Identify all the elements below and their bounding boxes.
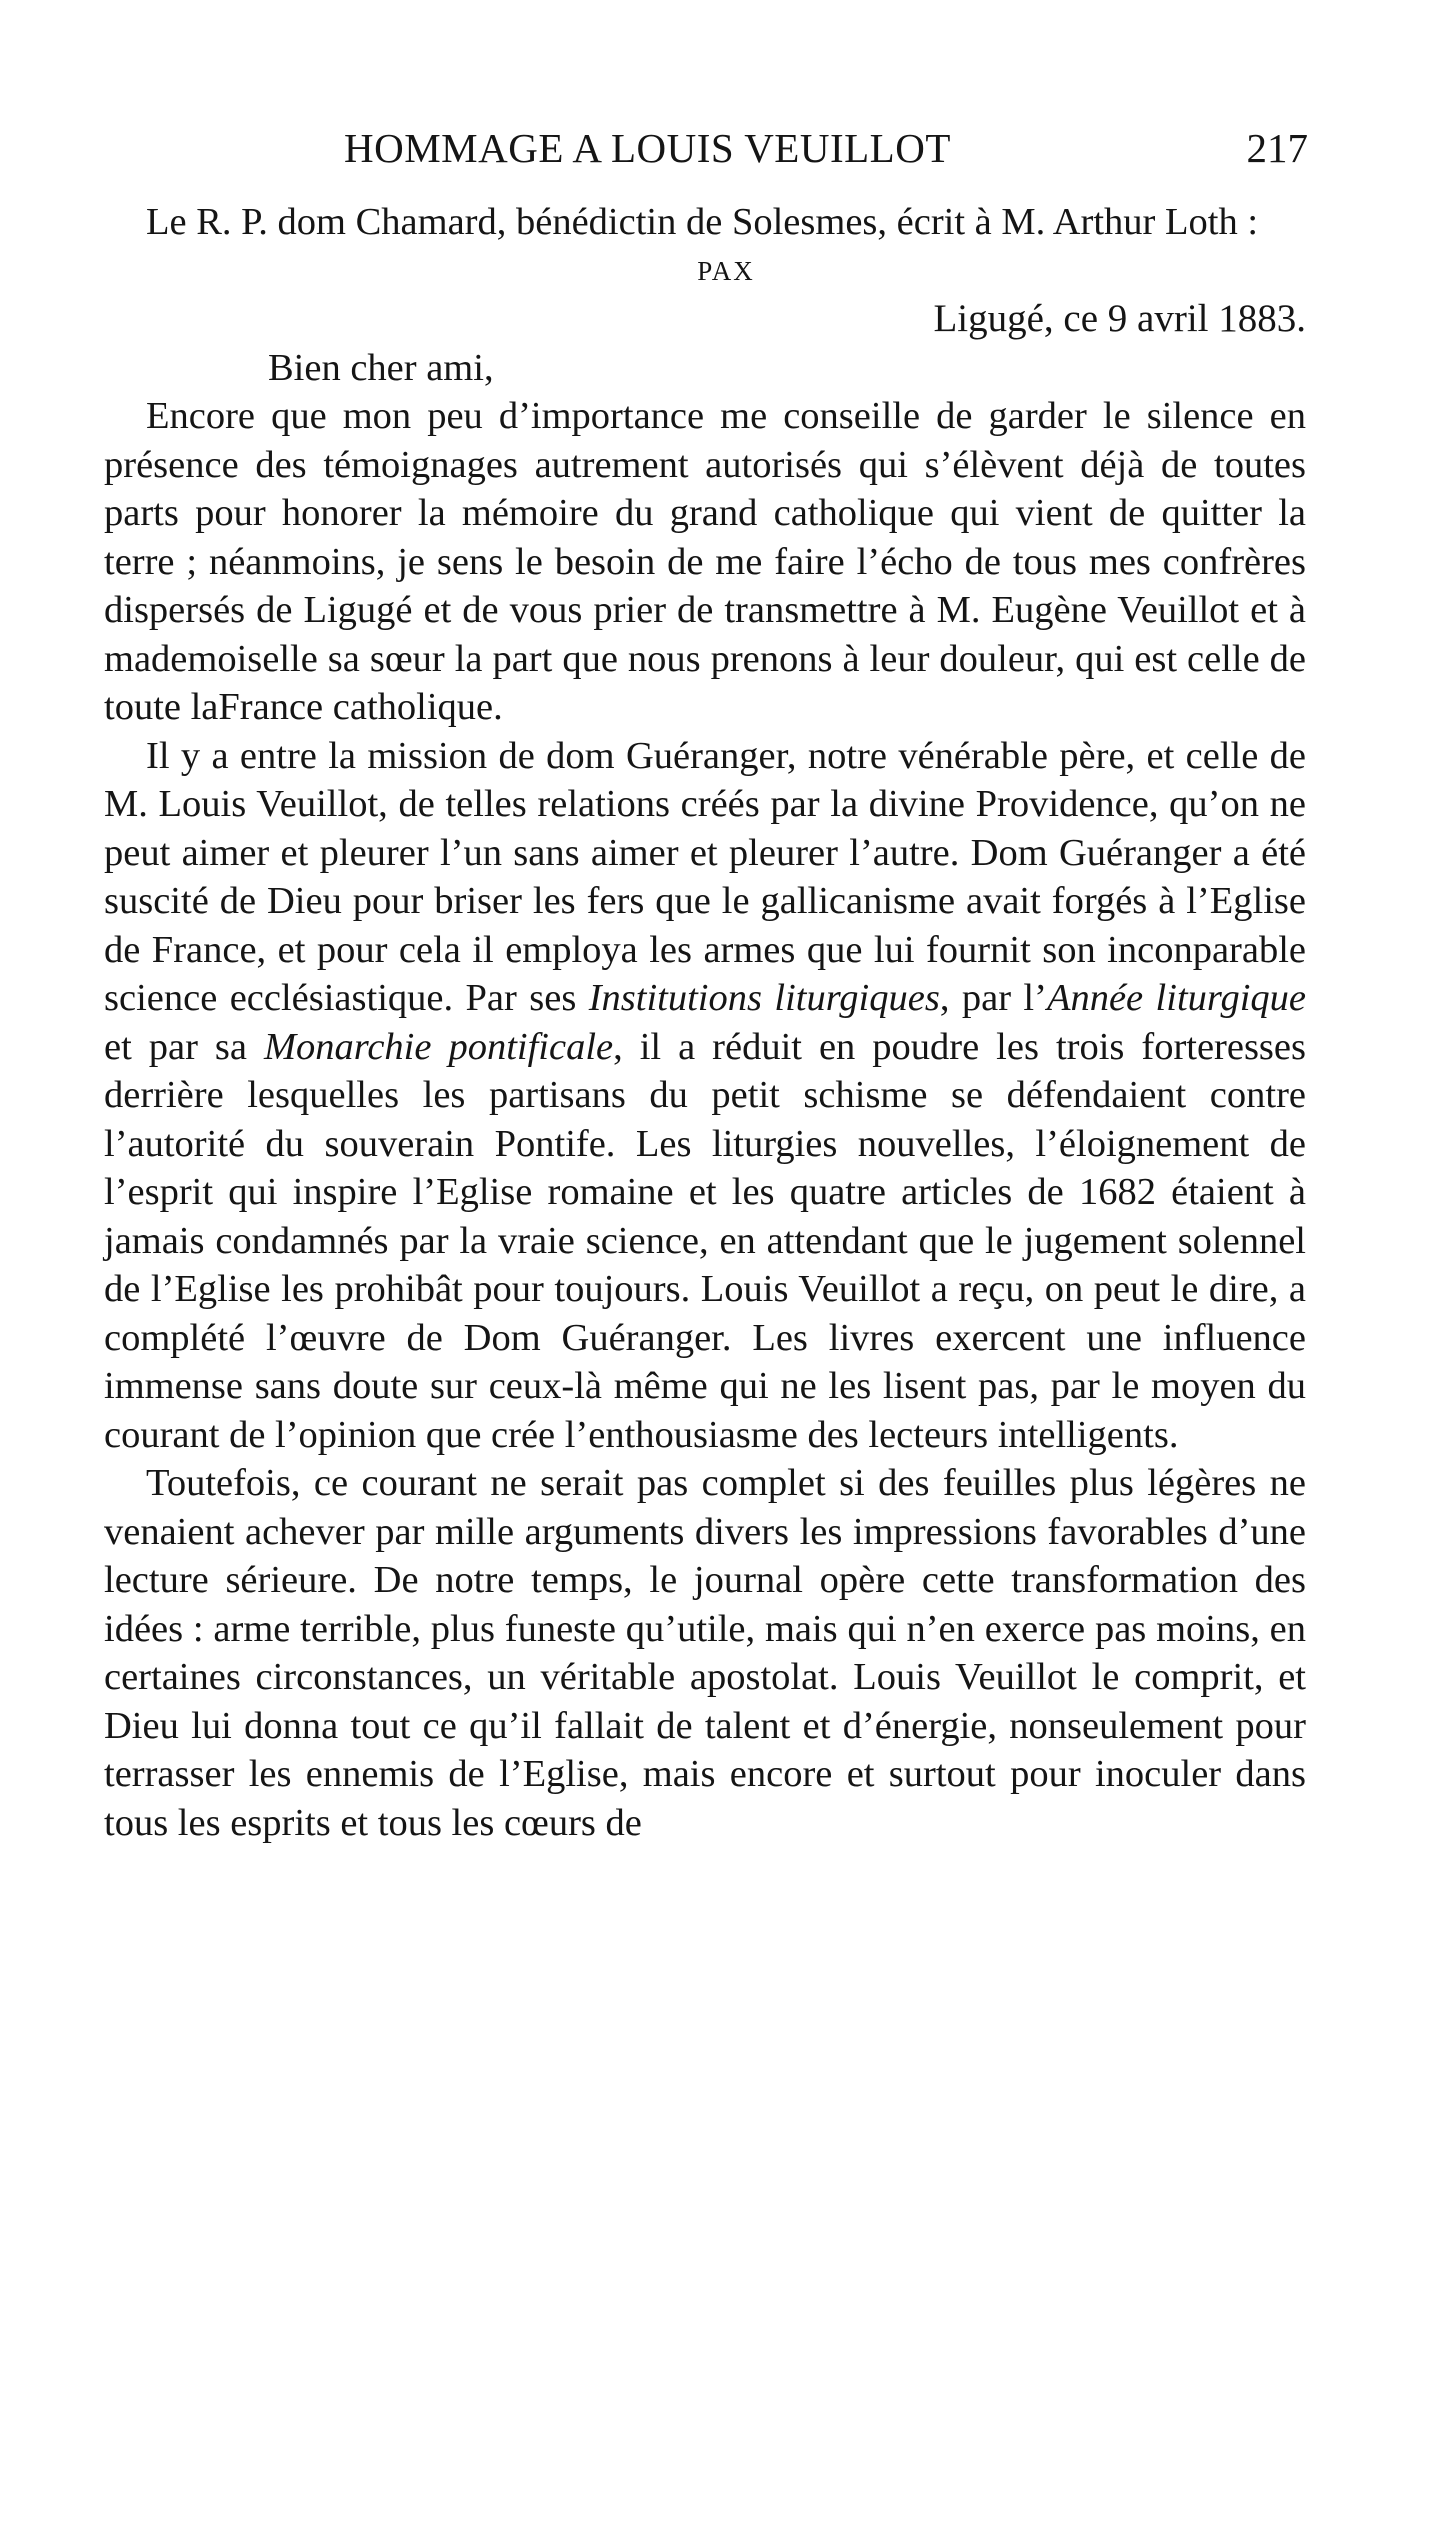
letter-paragraph-1: Encore que mon peu d’importance me conseille de garder le silence en présence des témoignages autrement autorisés qui s’élèvent déjà de toutes parts pour honorer la mémoire du grand catholique qui vient de quitter la terre ; néanmoins, je sens le besoin de me faire l’écho de tous mes confrères dispersés de Ligugé et de vous prier de transmettre à M. Eugène Veuillot et à mademoiselle sa sœur la part que nous prenons à leur douleur, qui est celle de toute laFrance catholique. bbox=[104, 395, 1306, 728]
letter-salutation: Bien cher ami, bbox=[268, 346, 494, 389]
paragraph-2-text-a: Il y a entre la mission de dom Guéranger, notre vénérable père, et celle de M. Louis Veuillot, de telles relations créés par la divine Providence, qu’on ne peut aimer et pleurer l’un sans aimer et pleurer l’autre. Dom Guéranger a été suscité de Dieu pour briser les fers que le gallicanisme avait forgés à l’Eglise de France, et pour cela il employa les armes que lui fournit son inconparable science ecclésiastique. Par ses bbox=[104, 734, 1306, 1019]
running-title: HOMMAGE A LOUIS VEUILLOT bbox=[344, 125, 951, 171]
pax-heading: PAX bbox=[697, 255, 755, 286]
work-title-annee: Année liturgique bbox=[1046, 977, 1306, 1019]
running-header bbox=[104, 118, 1308, 178]
letter-dateline: Ligugé, ce 9 avril 1883. bbox=[933, 297, 1306, 340]
paragraph-2-text-d: , il a réduit en poudre les trois forteresses derrière lesquelles les partisans du petit schisme se défendaient contre l’autorité du souverain Pontife. Les liturgies nouvelles, l’éloignement de l’esprit qui inspire l’Eglise romaine et les quatre articles de 1682 étaient à jamais condamnés par la vraie science, en attendant que le jugement solennel de l’Eglise les prohibât pour toujours. Louis Veuillot a reçu, on peut le dire, a complété l’œuvre de Dom Guéranger. Les livres exercent une influence immense sans doute sur ceux-là même qui ne les lisent pas, par le moyen du courant de l’opinion que crée l’enthousiasme des lecteurs intelligents. bbox=[104, 1025, 1306, 1456]
letter-paragraph-3: Toutefois, ce courant ne serait pas complet si des feuilles plus légères ne venaient achever par mille arguments divers les impressions favorables d’une lecture sérieure. De notre temps, le journal opère cette transformation des idées : arme terrible, plus funeste qu’utile, mais qui n’en exerce pas moins, en certaines circonstances, un véritable apostolat. Louis Veuillot le comprit, et Dieu lui donna tout ce qu’il fallait de talent et d’énergie, nonseulement pour terrasser les ennemis de l’Eglise, mais encore et surtout pour inoculer dans tous les esprits et tous les cœurs de bbox=[104, 1462, 1306, 1844]
paragraph-2-text-b: , par l’ bbox=[939, 977, 1047, 1019]
letter-paragraph-2 bbox=[104, 732, 1306, 1460]
work-title-monarchie: Monarchie pontificale bbox=[263, 1025, 614, 1068]
work-title-institutions: Institutions liturgiques bbox=[588, 977, 940, 1019]
intro-paragraph: Le R. P. dom Chamard, bénédictin de Solesmes, écrit à M. Arthur Loth : bbox=[146, 201, 1259, 243]
body-text bbox=[104, 198, 1306, 1847]
page-number: 217 bbox=[1246, 125, 1308, 171]
paragraph-2-text-c: et par sa bbox=[104, 1025, 264, 1068]
